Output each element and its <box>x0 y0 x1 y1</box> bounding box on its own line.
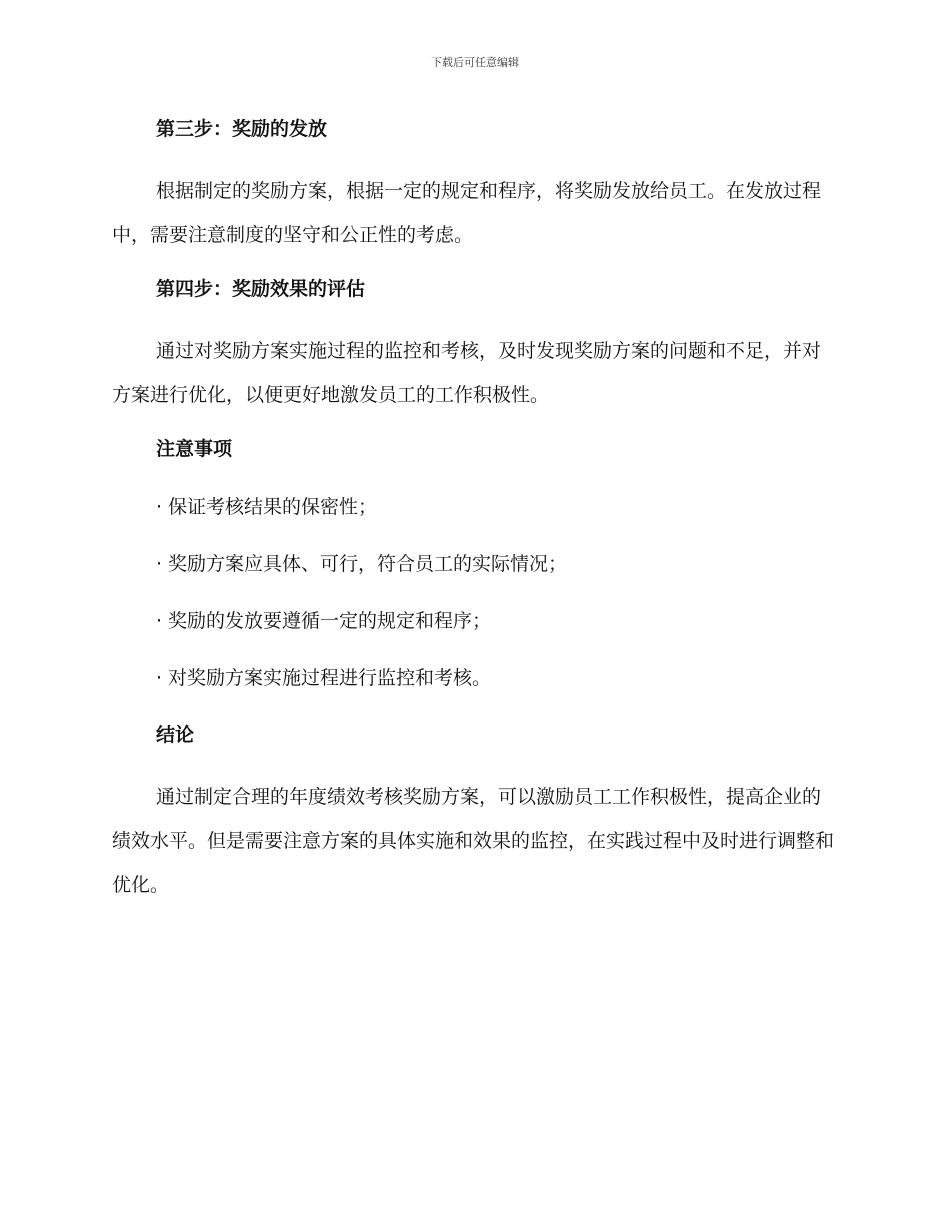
list-item <box>112 660 838 696</box>
list-item <box>112 603 838 639</box>
list-item <box>112 546 838 582</box>
list-item-text: 对奖励方案实施过程进行监控和考核。 <box>168 667 492 689</box>
list-item <box>112 489 838 525</box>
section-heading-step-4: 第四步：奖励效果的评估 <box>156 278 366 300</box>
bullet-dot: · <box>156 496 163 518</box>
bullet-dot: · <box>156 553 163 575</box>
bullet-dot: · <box>156 610 163 632</box>
paragraph-step-4: 通过对奖励方案实施过程的监控和考核，及时发现奖励方案的问题和不足，并对方案进行优化，以便更好地激发员工的工作积极性。 <box>112 340 822 406</box>
paragraph-step-3: 根据制定的奖励方案，根据一定的规定和程序，将奖励发放给员工。在发放过程中，需要注意制度的坚守和公正性的考虑。 <box>112 180 822 246</box>
list-item-text: 奖励的发放要遵循一定的规定和程序； <box>168 610 492 632</box>
notes-list <box>112 489 838 696</box>
section-heading-conclusion: 结论 <box>156 724 195 746</box>
page-header-note: 下载后可任意编辑 <box>431 56 519 69</box>
paragraph-conclusion: 通过制定合理的年度绩效考核奖励方案，可以激励员工工作积极性，提高企业的绩效水平。但是需要注意方案的具体实施和效果的监控，在实践过程中及时进行调整和优化。 <box>112 786 835 896</box>
section-heading-notes: 注意事项 <box>156 438 233 460</box>
list-item-text: 奖励方案应具体、可行，符合员工的实际情况； <box>168 553 568 575</box>
bullet-dot: · <box>156 667 163 689</box>
section-heading-step-3: 第三步：奖励的发放 <box>156 118 328 140</box>
list-item-text: 保证考核结果的保密性； <box>168 496 378 518</box>
document-body <box>112 111 838 907</box>
